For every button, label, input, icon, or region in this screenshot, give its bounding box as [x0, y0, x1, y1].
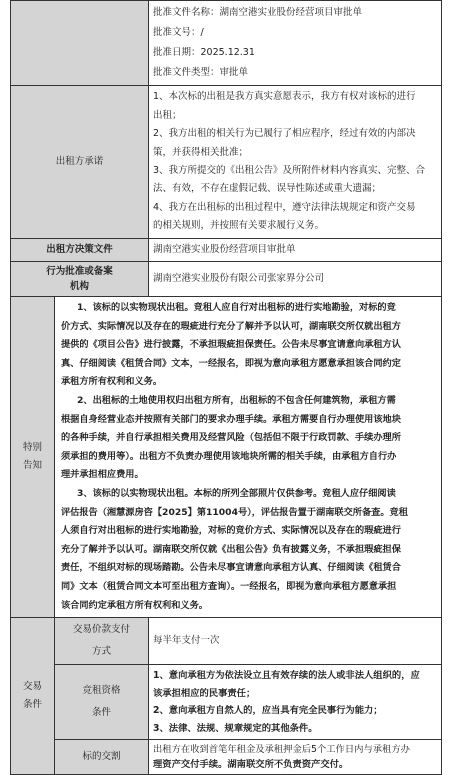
delivery-text [149, 740, 442, 775]
decision-label: 出租方决策文件 [11, 239, 149, 262]
approval-name: 批准文件名称：湖南空港实业股份经营项目审批单 [153, 7, 363, 18]
qualification-line: 2、意向承租方自然人的，应当具有完全民事行为能力； [153, 705, 383, 717]
qualification-line: 该承担相应的民事责任； [153, 687, 256, 699]
filing-row [11, 262, 442, 297]
special-line: 1、该标的以实物现状出租。竞租人应自行对出租标的进行实地勘验，对标的竞 [77, 302, 396, 313]
payment-row [11, 618, 442, 665]
commitment-line: 1、本次标的出租是我方真实意愿表示，我方有权对该标的进行 [153, 91, 416, 103]
filing-value: 湖南空港实业股份有限公司张家界分公司 [149, 262, 442, 297]
qualification-label [55, 665, 149, 740]
qualification-text [149, 665, 442, 740]
approval-number: 批准文号：/ [153, 27, 204, 38]
delivery-label: 标的交割 [55, 740, 149, 775]
special-line: 理并承担相应费用。 [61, 469, 144, 481]
commitment-line: 3、我方所提交的《出租公告》及所附件材料内容真实、完整、合 [153, 165, 426, 176]
trade-label [11, 618, 55, 775]
commitment-line: 2、我方出租的相关行为已履行了相应程序，经过有效的内部决 [153, 128, 416, 140]
approval-date: 批准日期：2025.12.31 [153, 47, 255, 58]
special-label [11, 297, 55, 618]
special-line: 该合同约定承租方所有权利和义务。 [61, 599, 208, 611]
filing-label-line: 行为批准或备案 [46, 266, 113, 277]
commitment-row [11, 86, 442, 239]
special-line: 人须自行对出租标的进行实地勘验，对标的竞价方式、实际情况以及存在的瑕疵进行 [61, 525, 401, 537]
special-line: 责任，不组织对标的现场踏勘。公告未尽事宜请意向承租方认真、仔细阅读《租赁合 [61, 562, 401, 574]
special-line: 根据自身经营业态并按照有关部门的要求办理手续。承租方需要自行办理使用该地块 [61, 413, 401, 425]
special-line: 的各种手续，并自行承担相关费用及经营风险（包括但不限于行政罚款、手续办理所 [61, 432, 401, 444]
payment-label-line: 方式 [91, 646, 111, 658]
special-line: 承租方所有权利和义务。 [61, 376, 163, 388]
filing-label-line: 机构 [69, 281, 89, 292]
special-label-line: 告知 [22, 460, 42, 472]
trade-label-line: 交易 [22, 681, 42, 693]
approval-label-cell [11, 1, 149, 86]
qualification-label-line: 条件 [91, 707, 111, 719]
delivery-line: 出租方在收到首笔年租金及承租押金后5个工作日内与承租方办 [153, 744, 410, 756]
commitment-line: 策，并获得相关批准； [153, 146, 249, 158]
decision-value: 湖南空港实业股份经营项目审批单 [149, 239, 442, 262]
special-line: 须承担的费用等）。出租方不负责办理使用该地块所需的相关手续，由承租方自行办 [61, 450, 397, 462]
approval-info [149, 1, 442, 86]
special-line: 充分了解并予以认可。湖南联交所仅就《出租公告》负有披露义务，不承担瑕疵担保 [61, 543, 401, 555]
qualification-label-line: 竞租资格 [82, 685, 121, 697]
special-row [11, 297, 442, 618]
commitment-line: 出租； [153, 109, 182, 121]
filing-label [11, 262, 149, 297]
qualification-row [11, 665, 442, 740]
qualification-line: 1、意向承租方为依法设立且有效存续的法人或非法人组织的，应 [153, 670, 420, 682]
commitment-text [149, 86, 442, 239]
special-line: 价方式、实际情况以及存在的瑕疵进行充分了解并予以认可，湖南联交所仅就出租方 [61, 320, 401, 332]
special-line: 评估报告（湘慧源房咨【2025】第11004号），评估报告置于湖南联交所备查。竞租 [61, 506, 408, 518]
approval-type: 批准文件类型：审批单 [153, 67, 249, 78]
payment-label [55, 618, 149, 665]
trade-label-line: 条件 [22, 699, 42, 711]
special-label-line: 特别 [22, 442, 42, 454]
special-line: 同》文本（租赁合同文本可至出租方查询）。一经报名，即视为意向承租方愿意承担 [61, 580, 397, 592]
special-line: 提供的《项目公告》进行披露，不承担瑕疵担保责任。公告未尽事宜请意向承租方认 [61, 339, 401, 351]
decision-row [11, 239, 442, 262]
special-text [55, 297, 442, 618]
payment-value: 每半年支付一次 [149, 618, 442, 665]
qualification-line: 3、法律、法规、规章规定的其他条件。 [153, 722, 318, 734]
commitment-label: 出租方承诺 [11, 86, 149, 239]
notice-table [10, 0, 442, 775]
payment-label-line: 交易价款支付 [72, 624, 130, 636]
approval-row [11, 1, 442, 86]
special-line: 真、仔细阅读《租赁合同》文本，一经报名，即视为意向承租方愿意承担该合同约定 [61, 357, 401, 369]
commitment-line: 的相关规则，并按照有关要求履行义务。 [153, 220, 325, 232]
special-line: 2、出租标的土地使用权归出租方所有，出租标的不包含任何建筑物，承租方需 [77, 394, 396, 406]
delivery-line: 理资产交付手续。湖南联交所不负责资产交付。 [153, 759, 349, 771]
special-line: 3、该标的以实物现状出租。本标的所列全部照片仅供参考。竞租人应仔细阅读 [77, 487, 396, 499]
commitment-line: 4、我方在出租标的出租过程中，遵守法律法规规定和资产交易 [153, 201, 416, 213]
commitment-line: 法、有效，不存在虚假记载、误导性陈述或重大遗漏； [153, 183, 382, 195]
delivery-row [11, 740, 442, 775]
